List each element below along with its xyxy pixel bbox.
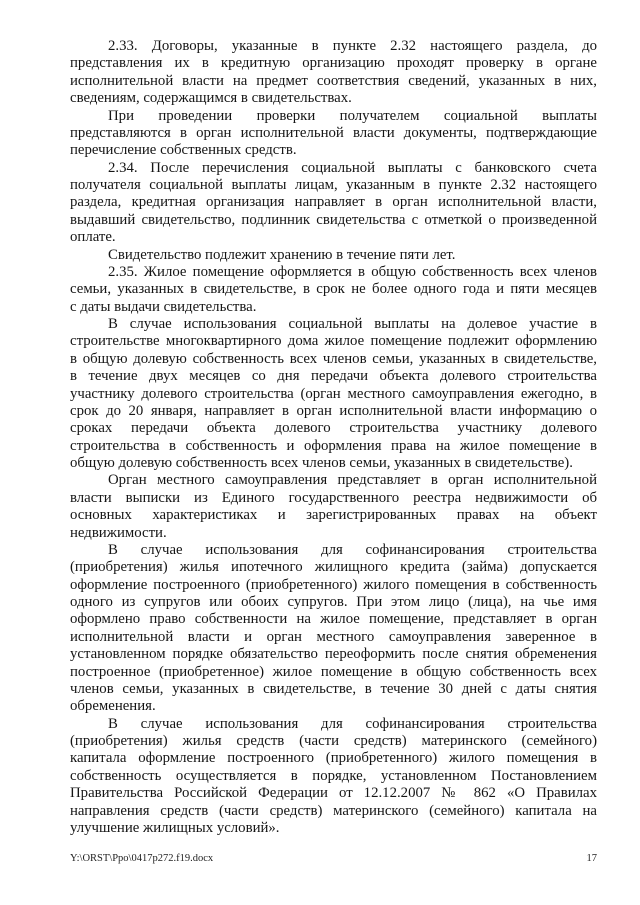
text-line: представляются в орган исполнительной власти документы, подтверждающие	[70, 124, 597, 141]
page-number: 17	[586, 853, 597, 864]
text-line: В случае использования социальной выплаты на долевое участие в	[108, 316, 597, 332]
text-line: При проведении проверки получателем социальной выплаты	[108, 107, 597, 124]
text-line: (приобретения) жилья ипотечного жилищного кредита (займа) допускается	[70, 559, 597, 576]
text-line: раздела, кредитная организация направляет в орган исполнительной власти,	[70, 194, 597, 211]
text-line: направления средств (части средств) материнского (семейного) капитала на	[70, 802, 597, 819]
text-line: в течение двух месяцев со дня передачи объекта долевого строительства	[70, 368, 597, 385]
text-line: исполнительной власти и орган местного самоуправления заверенное в	[70, 628, 597, 645]
paragraph-shared-construction	[70, 316, 597, 472]
text-line: исполнительной власти на предмет соответствия сведений, указанных в них,	[70, 72, 597, 89]
text-line: В случае использования для софинансирования строительства	[108, 715, 597, 732]
paragraph-own-funds-verification	[70, 108, 597, 160]
text-line: с даты выдачи свидетельства.	[70, 298, 257, 315]
text-line: капитала оформление построенного (приобретенного) жилого помещения в	[70, 750, 597, 767]
clause-2-34	[70, 160, 597, 247]
paragraph-maternity-capital	[70, 716, 597, 838]
text-line: власти выписки из Единого государственного реестра недвижимости об	[70, 489, 597, 506]
text-line: 2.35. Жилое помещение оформляется в общую собственность всех членов	[108, 263, 597, 280]
text-line: оформление построенного (приобретенного) жилого помещения в собственность	[70, 576, 597, 593]
text-line: (приобретения) жилья средств (части средств) материнского (семейного)	[70, 733, 597, 749]
clause-2-35	[70, 264, 597, 316]
text-line: выдавший свидетельство, подлинник свидетельства с отметкой о произведенной	[70, 211, 597, 228]
text-line: в общую долевую собственность всех членов семьи, указанных в свидетельстве,	[70, 350, 597, 367]
text-line: В случае использования для софинансирования строительства	[108, 541, 597, 558]
footer-file-path: Y:\ORST\Ppo\0417p272.f19.docx	[70, 853, 214, 864]
text-line: Правительства Российской Федерации от 12.12.2007 № 862 «О Правилах	[70, 785, 597, 802]
text-line: улучшение жилищных условий».	[70, 819, 280, 836]
paragraph-egrn-extracts	[70, 472, 597, 542]
text-line: 2.33. Договоры, указанные в пункте 2.32 настоящего раздела, до	[108, 38, 597, 54]
page-footer	[70, 853, 597, 865]
text-line: недвижимости.	[70, 524, 167, 541]
text-line: 2.34. После перечисления социальной выплаты с банковского счета	[108, 159, 597, 176]
text-line: перечисление собственных средств.	[70, 142, 297, 159]
text-line: участнику долевого строительства (орган местного самоуправления ежегодно, в	[70, 385, 597, 402]
paragraph-certificate-storage	[70, 247, 597, 264]
text-line: Свидетельство подлежит хранению в течение пяти лет.	[108, 246, 456, 263]
text-line: семьи, указанных в свидетельстве, в срок не более одного года и пяти месяцев	[70, 281, 597, 298]
text-line: общую долевую собственность всех членов семьи, указанных в свидетельстве).	[70, 455, 573, 471]
text-line: оплате.	[70, 229, 116, 246]
text-line: срок до 20 января, направляет в орган исполнительной власти информацию о	[70, 402, 597, 419]
text-line: строительства в собственность и оформления права на жилое помещение в	[70, 437, 597, 454]
text-line: собственность осуществляется в порядке, установленном Постановлением	[70, 767, 597, 784]
text-line: получателя социальной выплаты лицам, указанным в пункте 2.32 настоящего	[70, 177, 597, 193]
text-line: сроках передачи объекта долевого строительства участнику долевого	[70, 420, 597, 437]
text-line: представления их в кредитную организацию проходят проверку в органе	[70, 55, 597, 72]
text-line: обременения.	[70, 698, 156, 715]
text-line: членов семьи, указанных в свидетельстве, в течение 30 дней с даты снятия	[70, 680, 597, 697]
text-line: одного из супругов или обоих супругов. При этом лицо (лица), на чье имя	[70, 594, 597, 610]
text-line: оформлено право собственности на жилое помещение, представляет в орган	[70, 611, 597, 628]
clause-2-33	[70, 38, 597, 108]
text-line: установленном порядке обязательство переоформить после снятия обременения	[70, 646, 597, 663]
document-body	[70, 38, 597, 837]
paragraph-mortgage-cofinancing	[70, 542, 597, 716]
text-line: строительстве многоквартирного дома жилое помещение подлежит оформлению	[70, 333, 597, 350]
text-line: сведениям, содержащимся в свидетельствах.	[70, 90, 352, 107]
text-line: основных характеристиках и зарегистрированных правах на объект	[70, 507, 597, 524]
text-line: построенное (приобретенное) жилое помещение в общую собственность всех	[70, 663, 597, 680]
text-line: Орган местного самоуправления представляет в орган исполнительной	[108, 472, 597, 489]
